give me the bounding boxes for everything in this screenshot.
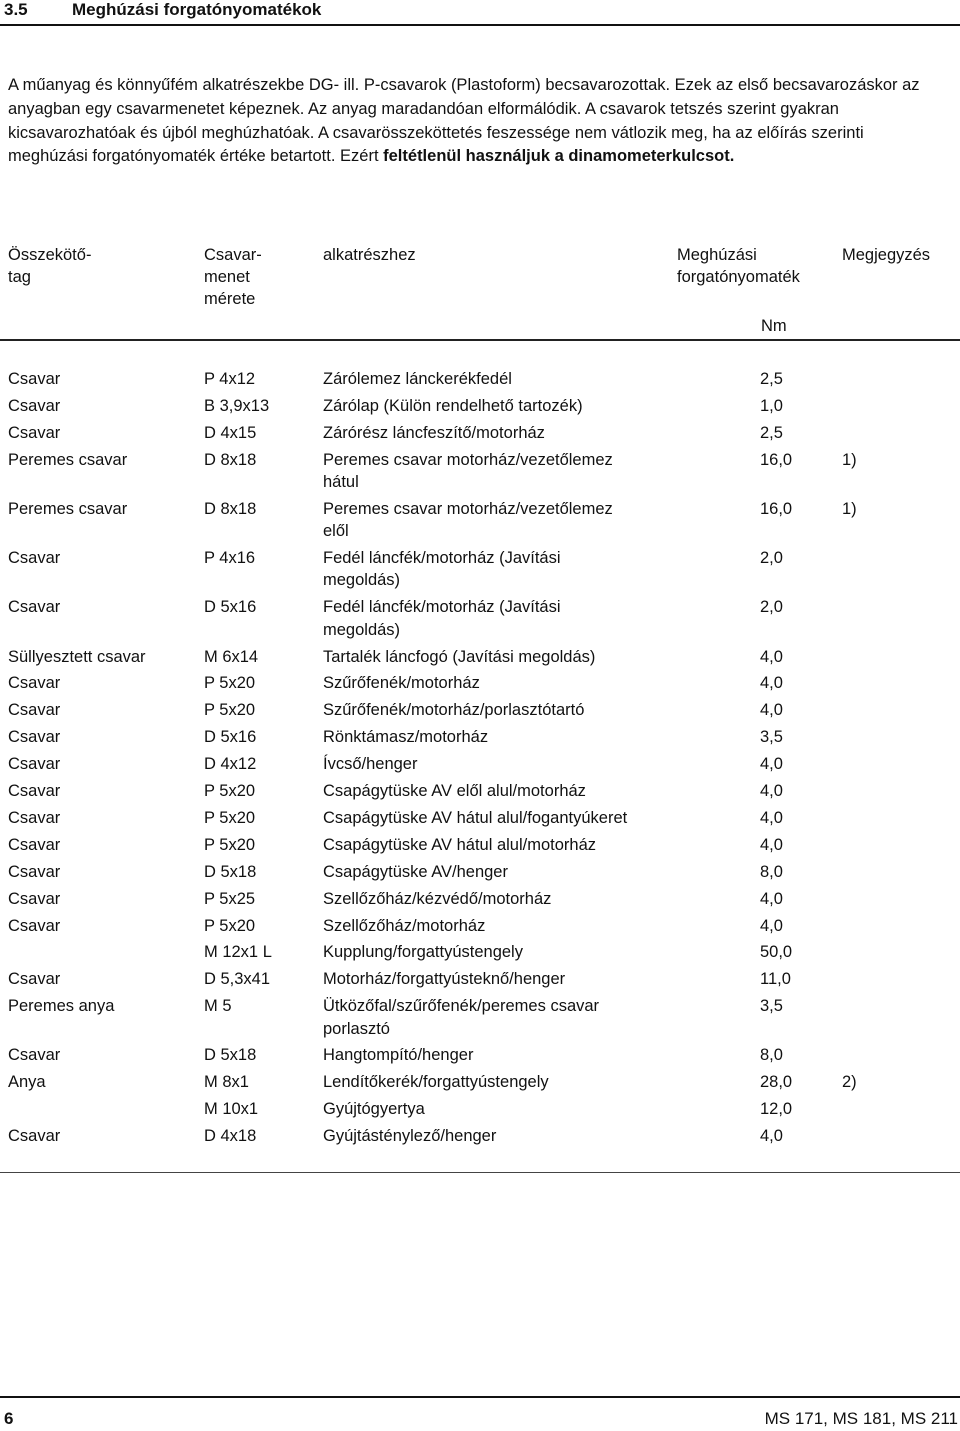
connector-cell: Csavar	[8, 549, 61, 568]
torque-cell: 2,5	[760, 423, 783, 442]
thread-size-cell: M 6x14	[204, 647, 259, 666]
component-cell: hátul	[323, 473, 359, 491]
component-cell: Fedél láncfék/motorház (Javítási	[323, 598, 561, 617]
connector-cell: Csavar	[8, 674, 61, 693]
connector-cell: Csavar	[8, 370, 61, 388]
torque-cell: 4,0	[760, 755, 783, 774]
connector-cell: Csavar	[8, 835, 61, 854]
component-cell: Szellőzőház/motorház	[323, 916, 486, 935]
torque-cell: 16,0	[760, 450, 793, 469]
component-cell: Hangtompító/henger	[323, 1046, 474, 1065]
remark-cell: 1)	[842, 450, 857, 469]
torque-cell: 2,0	[760, 598, 783, 617]
connector-cell: Csavar	[8, 396, 61, 415]
thread-size-cell: P 5x20	[204, 835, 256, 854]
connector-cell: Csavar	[8, 970, 61, 989]
torque-cell: 2,5	[760, 370, 783, 388]
torque-cell: 12,0	[760, 1100, 793, 1119]
thread-size-cell: M 5	[204, 997, 232, 1016]
connector-cell: Peremes csavar	[8, 450, 128, 469]
component-cell: Zárólemez lánckerékfedél	[323, 370, 512, 388]
component-cell: megoldás)	[323, 571, 401, 590]
thread-size-cell: P 5x25	[204, 889, 256, 908]
component-cell: Fedél láncfék/motorház (Javítási	[323, 549, 561, 568]
header-line: Csavar-	[204, 246, 262, 264]
header-line: Összekötő-	[8, 246, 92, 264]
thread-size-cell: D 5x16	[204, 598, 257, 617]
torque-cell: 28,0	[760, 1073, 793, 1092]
connector-cell: Csavar	[8, 808, 61, 827]
table-bottom-divider	[0, 1172, 960, 1173]
thread-size-cell: P 5x20	[204, 916, 256, 935]
connector-cell: Csavar	[8, 1127, 61, 1146]
connector-cell: Csavar	[8, 755, 61, 774]
intro-emphasis-prefix: Ezért	[340, 147, 384, 166]
component-cell: Zárórész láncfeszítő/motorház	[323, 423, 545, 442]
component-cell: Csapágytüske AV/henger	[323, 862, 508, 881]
torque-cell: 3,5	[760, 997, 783, 1016]
torque-cell: 4,0	[760, 674, 783, 693]
connector-cell: Csavar	[8, 423, 61, 442]
component-cell: Kupplung/forgattyústengely	[323, 943, 523, 962]
header-divider	[0, 339, 960, 341]
component-cell: megoldás)	[323, 620, 401, 639]
connector-cell: Csavar	[8, 728, 61, 747]
remark-cell: 2)	[842, 1073, 857, 1092]
header-component: alkatrészhez	[323, 246, 416, 264]
torque-cell: 8,0	[760, 1046, 783, 1065]
component-cell: Ívcső/henger	[323, 755, 418, 774]
component-cell: Szellőzőház/kézvédő/motorház	[323, 889, 552, 908]
connector-cell: Peremes anya	[8, 997, 115, 1016]
model-list: MS 171, MS 181, MS 211	[764, 1409, 958, 1428]
thread-size-cell: D 8x18	[204, 499, 257, 518]
torque-cell: 4,0	[760, 916, 783, 935]
component-cell: Motorház/forgattyústeknő/henger	[323, 970, 566, 989]
thread-size-cell: D 4x18	[204, 1127, 257, 1146]
connector-cell: Csavar	[8, 701, 61, 720]
title-divider	[0, 24, 960, 26]
component-cell: Zárólap (Külön rendelhető tartozék)	[323, 396, 583, 415]
header-torque	[677, 244, 800, 288]
component-cell: Szűrőfenék/motorház	[323, 674, 480, 693]
connector-cell: Csavar	[8, 916, 61, 935]
torque-cell: 50,0	[760, 943, 793, 962]
thread-size-cell: D 4x15	[204, 423, 257, 442]
header-line: tag	[8, 268, 31, 286]
torque-cell: 4,0	[760, 835, 783, 854]
component-cell: Csapágytüske AV hátul alul/fogantyúkeret	[323, 808, 628, 827]
torque-cell: 4,0	[760, 808, 783, 827]
thread-size-cell: D 5x18	[204, 1046, 257, 1065]
torque-cell: 4,0	[760, 701, 783, 720]
thread-size-cell: P 4x16	[204, 549, 256, 568]
thread-size-cell: M 8x1	[204, 1073, 249, 1092]
page-number: 6	[4, 1409, 14, 1428]
component-cell: Csapágytüske AV hátul alul/motorház	[323, 835, 597, 854]
connector-cell: Csavar	[8, 782, 61, 800]
torque-cell: 2,0	[760, 549, 783, 568]
torque-cell: 4,0	[760, 889, 783, 908]
thread-size-cell: D 5,3x41	[204, 970, 271, 989]
component-cell: porlasztó	[323, 1019, 390, 1038]
component-cell: Peremes csavar motorház/vezetőlemez	[323, 499, 613, 518]
footer-divider	[0, 1396, 960, 1398]
component-cell: Gyújtógyertya	[323, 1100, 425, 1119]
torque-cell: 4,0	[760, 782, 783, 800]
component-cell: Gyújtásténylező/henger	[323, 1127, 497, 1146]
thread-size-cell: M 10x1	[204, 1100, 259, 1119]
component-cell: Ütközőfal/szűrőfenék/peremes csavar	[323, 997, 600, 1016]
component-cell: Rönktámasz/motorház	[323, 728, 489, 747]
connector-cell: Csavar	[8, 862, 61, 881]
component-cell: Szűrőfenék/motorház/porlasztótartó	[323, 701, 585, 720]
torque-cell: 1,0	[760, 396, 783, 415]
thread-size-cell: P 5x20	[204, 782, 256, 800]
header-line: menet	[204, 268, 250, 286]
torque-cell: 3,5	[760, 728, 783, 747]
connector-cell: Peremes csavar	[8, 499, 128, 518]
header-remarks: Megjegyzés	[842, 246, 931, 264]
torque-cell: 8,0	[760, 862, 783, 881]
header-thread-size	[204, 244, 262, 310]
connector-cell: Csavar	[8, 598, 61, 617]
torque-cell: 11,0	[760, 970, 791, 989]
section-title: Meghúzási forgatónyomatékok	[72, 0, 322, 19]
thread-size-cell: D 5x18	[204, 862, 257, 881]
intro-paragraph	[8, 74, 948, 169]
thread-size-cell: D 5x16	[204, 728, 257, 747]
component-cell: Csapágytüske AV elől alul/motorház	[323, 782, 586, 800]
connector-cell: Anya	[8, 1073, 46, 1092]
thread-size-cell: P 5x20	[204, 701, 256, 720]
connector-cell: Csavar	[8, 889, 61, 908]
component-cell: Tartalék láncfogó (Javítási megoldás)	[323, 647, 596, 666]
connector-cell: Süllyesztett csavar	[8, 647, 146, 666]
section-number: 3.5	[4, 0, 28, 19]
torque-cell: 4,0	[760, 1127, 783, 1146]
thread-size-cell: D 4x12	[204, 755, 257, 774]
thread-size-cell: D 8x18	[204, 450, 257, 469]
thread-size-cell: B 3,9x13	[204, 396, 270, 415]
header-line: mérete	[204, 290, 256, 308]
thread-size-cell: P 5x20	[204, 674, 256, 693]
thread-size-cell: P 4x12	[204, 370, 256, 388]
thread-size-cell: P 5x20	[204, 808, 256, 827]
remark-cell: 1)	[842, 499, 857, 518]
torque-cell: 4,0	[760, 647, 783, 666]
component-cell: elől	[323, 522, 349, 541]
header-line: Meghúzási	[677, 246, 757, 264]
thread-size-cell: M 12x1 L	[204, 943, 272, 962]
component-cell: Lendítőkerék/forgattyústengely	[323, 1073, 549, 1092]
torque-cell: 16,0	[760, 499, 793, 518]
header-line: forgatónyomaték	[677, 268, 800, 286]
header-connector	[8, 244, 91, 288]
header-unit: Nm	[761, 317, 787, 335]
component-cell: Peremes csavar motorház/vezetőlemez	[323, 450, 613, 469]
connector-cell: Csavar	[8, 1046, 61, 1065]
intro-emphasis: feltétlenül használjuk a dinamometerkulcsot.	[383, 147, 735, 166]
intro-text: A műanyag és könnyűfém alkatrészekbe DG- ill. P-csavarok (Plastoform) becsavarozottak. Ezek az első becsavarozáskor az anyagban egy csavarmenetet képeznek. Az anyag maradandóan elformálódik. A csavarok tetszés szerint gyakran kicsavarozhatóak és újból meghúzhatóak. A csavarösszeköttetés feszessége nem vátlozik meg, ha az előírás szerinti meghúzási forgatónyomaték értéke betartott.	[8, 76, 920, 166]
